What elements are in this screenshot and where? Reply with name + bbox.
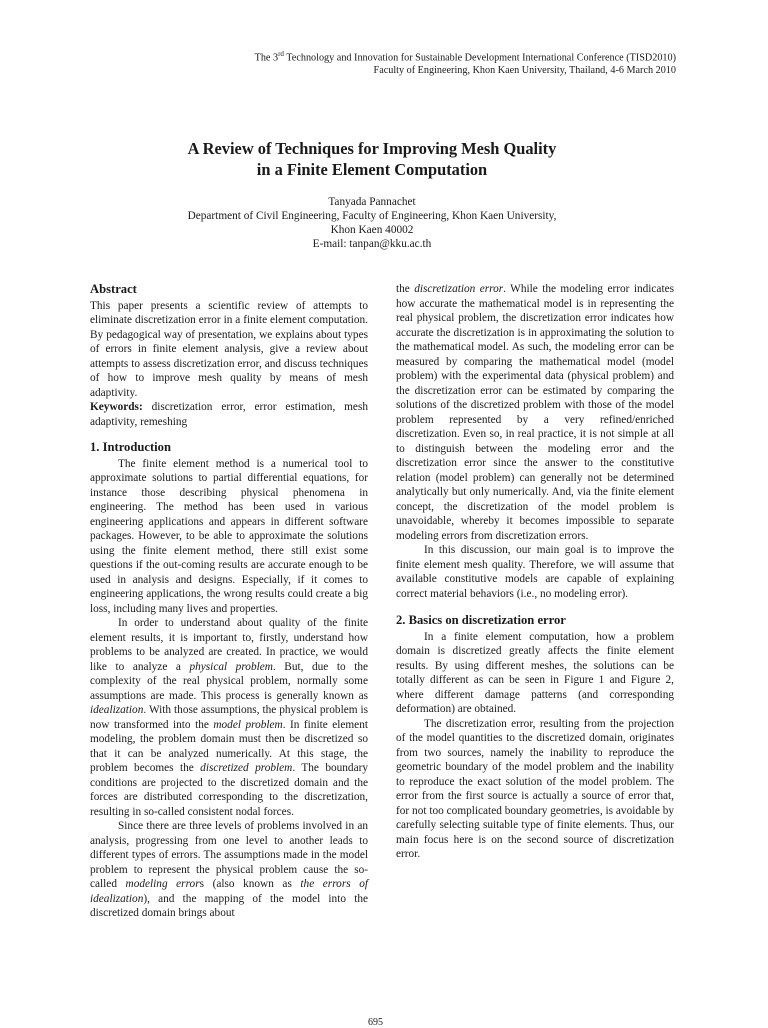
p2-e: . The boundary conditions are projected to the discretized domain and the forces are distributed corresponding to the discretization, resulting in so-called consistent nodal forces. (90, 762, 368, 818)
p2-d: . In finite element modeling, the problem domain must then be discretized so that it can be analyzed numerically. At this stage, the problem becomes the (90, 718, 368, 774)
conference-header (116, 48, 676, 77)
author-block (0, 195, 744, 251)
right-paragraph-1 (396, 282, 674, 543)
rp1-rest: . While the modeling error indicates how accurate the mathematical model is in representing the real physical problem, the discretization error indicates how accurate the discretization is in approximating the solution to the mathematical model. As such, the modeling error can be measured by comparing the mathematical model (model problem) with the experimental data (physical problem) and the discretization error can be estimated by comparing the solutions of the discretized problem with those of the model problem represented by a very refined/enriched discretization. Even so, in real practice, it is not simple at all to distinguish between the modeling error and the discretization error since the answer to the constitutive relation (model problem) can generally not be determined analytically but only numerically. And, via the finite element concept, the discretization of the model problem is unavoidable, whereby it becomes impossible to separate modeling errors from discretization errors. (396, 283, 674, 542)
page-number: 695 (368, 1017, 383, 1028)
p3-italic-1: modeling error (125, 878, 200, 890)
author-email: E-mail: tanpan@kku.ac.th (312, 238, 432, 250)
author-name: Tanyada Pannachet (328, 196, 416, 208)
keywords-text: discretization error, error estimation, mesh adaptivity, remeshing (90, 401, 368, 428)
header-pre: The 3 (254, 52, 279, 64)
author-affiliation-2: Khon Kaen 40002 (330, 224, 414, 236)
p2-b: . But, due to the complexity of the real physical problem, normally some assumptions are made. This process is generally known as (90, 660, 368, 702)
p2-italic-3: model problem (213, 718, 283, 731)
p2-italic-4: discretized problem (200, 762, 293, 774)
abstract-body: This paper presents a scientific review of attempts to eliminate discretization error in a finite element computation. By pedagogical way of presentation, we explains about types of errors in finite element analysis, give a review about attempts to assess discretization error, and discuss techniques of how to improve mesh quality by means of mesh adaptivity. (90, 299, 368, 399)
intro-paragraph-3 (90, 819, 368, 921)
section-2-heading: 2. Basics on discretization error (396, 613, 566, 627)
p3-a: Since there are three levels of problems involved in an analysis, progressing from one level to another leads to different types of errors. The assumptions made in the model problem to represent the physical problem cause the so-called (90, 820, 368, 890)
rp1-pre: the (396, 283, 415, 295)
keywords-label: Keywords: (90, 401, 143, 413)
p3-c: ), and the mapping of the model into the discretized domain brings about (90, 892, 368, 919)
right-paragraph-4: The discretization error, resulting from the projection of the model quantities to the discretized domain, originates from two sources, namely the inability to reproduce the geometric boundary of the model problem and the inability to reproduce the exact solution of the model problem. The error from the first source is actually a source of error that, for not too complicated boundary geometries, is avoidable by carefully selecting suitable type of finite elements. Thus, our main focus here is on the second source of discretization error. (396, 717, 674, 860)
header-line-2: Faculty of Engineering, Khon Kaen University, Thailand, 4-6 March 2010 (373, 65, 676, 77)
p3-b: s (also known as (199, 878, 301, 890)
right-paragraph-2: In this discussion, our main goal is to improve the finite element mesh quality. Therefore, we will assume that available constitutive models are capable of explaining correct material behaviors (i.e., no modeling error). (396, 544, 674, 600)
title-line-1: A Review of Techniques for Improving Mesh Quality (187, 139, 557, 158)
intro-paragraph-2 (90, 616, 368, 819)
p2-italic-2: idealization (90, 704, 144, 716)
p2-italic-1: physical problem (189, 660, 273, 673)
left-column (90, 282, 368, 921)
p2-c: . With those assumptions, the physical problem is now transformed into the (90, 704, 368, 731)
right-paragraph-3: In a finite element computation, how a problem domain is discretized greatly affects the finite element results. By using different meshes, the solutions can be totally different as can be seen in Figure 1 and Figure 2, where different damage patterns (and corresponding deformation) are obtained. (396, 630, 674, 715)
abstract-heading: Abstract (90, 282, 137, 296)
intro-paragraph-1: The finite element method is a numerical tool to approximate solutions to partial differential equations, for instance those describing physical phenomena in engineering. The method has been used in various engineering applications and appears in different software packages. However, to be able to approximate the solutions using the finite element method, there still exist some questions if the out-coming results are accurate enough to be used in analysis and designs. Especially, if it comes to engineering applications, the wrong results could create a big loss, including many lives and properties. (90, 457, 368, 615)
p2-a: In order to understand about quality of the finite element results, it is important to, firstly, understand how problems to be analyzed are created. In practice, we would like to analyze a (90, 617, 368, 673)
author-affiliation-1: Department of Civil Engineering, Faculty of Engineering, Khon Kaen University, (187, 210, 557, 222)
header-post: Technology and Innovation for Sustainable Development International Conference (TISD2010) (283, 52, 676, 64)
paper-title (0, 138, 744, 180)
header-sup: rd (278, 50, 284, 58)
intro-heading: 1. Introduction (90, 440, 171, 454)
p3-italic-2: the errors of idealization (90, 878, 368, 905)
title-line-2: in a Finite Element Computation (256, 160, 488, 179)
abstract-text (90, 299, 368, 430)
right-column (396, 282, 674, 862)
header-line-1 (116, 48, 676, 64)
rp1-italic: discretization error (414, 283, 504, 295)
